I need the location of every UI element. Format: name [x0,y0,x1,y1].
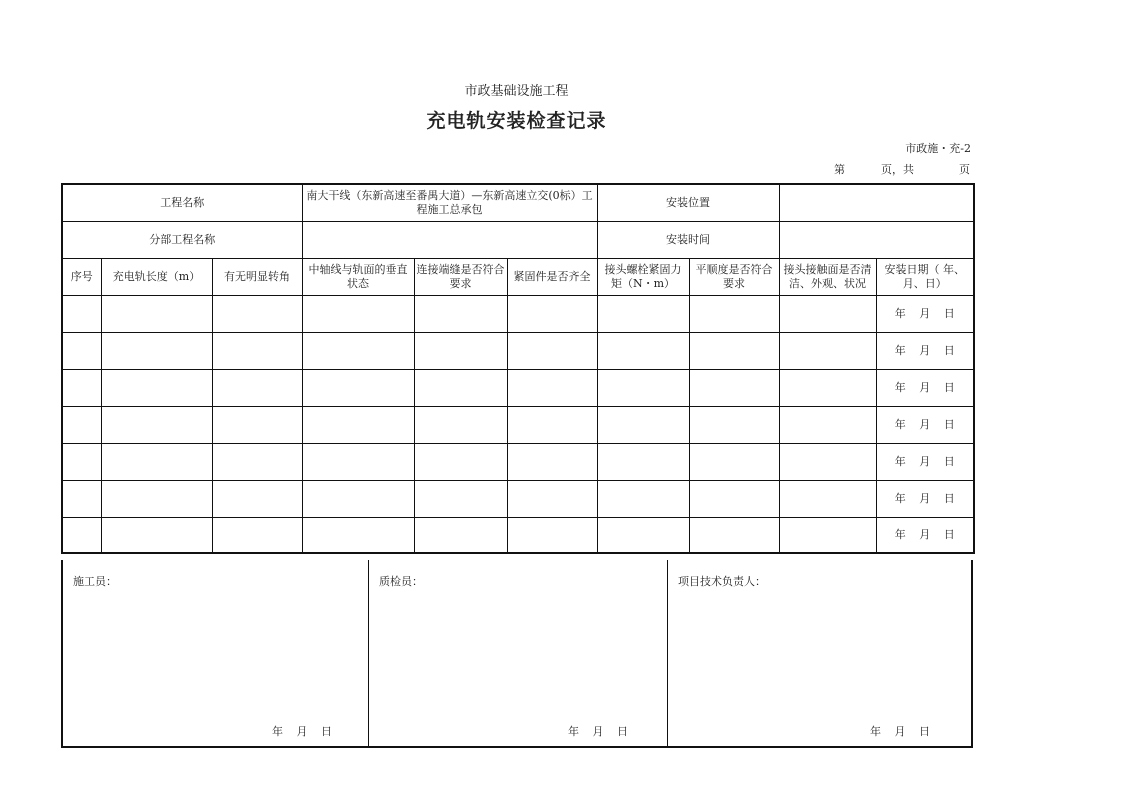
form-title: 充电轨安装检查记录 [426,110,607,132]
inspector-signature-box[interactable] [369,560,668,746]
cell-smoothness[interactable] [689,406,779,443]
cell-vertical-state[interactable] [302,443,414,480]
cell-rail-length[interactable] [101,443,212,480]
cell-install-date[interactable]: 年 月 日 [876,517,974,553]
cell-index[interactable] [62,332,101,369]
cell-corner[interactable] [212,480,302,517]
cell-bolt-torque[interactable] [597,517,689,553]
cell-bolt-torque[interactable] [597,369,689,406]
cell-corner[interactable] [212,332,302,369]
table-row [62,332,974,369]
inspector-date: 年 月 日 [568,725,628,738]
inspection-table [61,183,975,554]
cell-bolt-torque[interactable] [597,295,689,332]
cell-fasteners[interactable] [507,406,597,443]
cell-vertical-state[interactable] [302,332,414,369]
cell-smoothness[interactable] [689,295,779,332]
cell-joint-gap[interactable] [414,369,507,406]
cell-contact-surface[interactable] [779,295,876,332]
form-code: 市政施・充-2 [905,142,971,155]
sub-project-label: 分部工程名称 [62,221,302,258]
cell-corner[interactable] [212,369,302,406]
tech-lead-label: 项目技术负责人： [678,575,766,588]
cell-contact-surface[interactable] [779,517,876,553]
cell-contact-surface[interactable] [779,406,876,443]
cell-install-date[interactable]: 年 月 日 [876,369,974,406]
cell-fasteners[interactable] [507,332,597,369]
table-row [62,406,974,443]
cell-smoothness[interactable] [689,332,779,369]
cell-index[interactable] [62,406,101,443]
project-name-value: 南大干线（东新高速至番禺大道）—东新高速立交(0标）工程施工总承包 [302,184,597,221]
cell-contact-surface[interactable] [779,332,876,369]
builder-date: 年 月 日 [272,725,332,738]
cell-contact-surface[interactable] [779,443,876,480]
pager-ye-gong: 页，共 [881,163,914,176]
install-location-value[interactable] [779,184,974,221]
col-header-bolt-torque: 接头螺栓紧固力矩（N・m） [597,258,689,295]
col-header-contact-surface: 接头接触面是否清洁、外观、状况 [779,258,876,295]
cell-index[interactable] [62,369,101,406]
cell-bolt-torque[interactable] [597,443,689,480]
cell-bolt-torque[interactable] [597,406,689,443]
cell-install-date[interactable]: 年 月 日 [876,332,974,369]
cell-smoothness[interactable] [689,517,779,553]
signature-section [61,560,973,748]
cell-smoothness[interactable] [689,480,779,517]
table-row [62,517,974,553]
cell-vertical-state[interactable] [302,406,414,443]
cell-joint-gap[interactable] [414,406,507,443]
cell-rail-length[interactable] [101,369,212,406]
cell-fasteners[interactable] [507,480,597,517]
cell-contact-surface[interactable] [779,369,876,406]
tech-lead-date: 年 月 日 [870,725,930,738]
cell-install-date[interactable]: 年 月 日 [876,295,974,332]
col-header-joint-gap: 连接端缝是否符合要求 [414,258,507,295]
inspector-label: 质检员： [379,575,423,588]
cell-index[interactable] [62,443,101,480]
cell-corner[interactable] [212,406,302,443]
cell-rail-length[interactable] [101,332,212,369]
cell-index[interactable] [62,480,101,517]
col-header-rail-length: 充电轨长度（m） [101,258,212,295]
cell-joint-gap[interactable] [414,443,507,480]
pager-ye: 页 [959,163,970,176]
cell-fasteners[interactable] [507,443,597,480]
cell-rail-length[interactable] [101,480,212,517]
form-subtitle: 市政基础设施工程 [464,84,569,99]
table-row [62,443,974,480]
cell-rail-length[interactable] [101,295,212,332]
cell-joint-gap[interactable] [414,480,507,517]
cell-vertical-state[interactable] [302,480,414,517]
cell-vertical-state[interactable] [302,295,414,332]
col-header-smoothness: 平顺度是否符合要求 [689,258,779,295]
cell-smoothness[interactable] [689,443,779,480]
cell-corner[interactable] [212,295,302,332]
cell-install-date[interactable]: 年 月 日 [876,480,974,517]
pager-di: 第 [834,163,845,176]
cell-fasteners[interactable] [507,295,597,332]
table-row [62,295,974,332]
cell-smoothness[interactable] [689,369,779,406]
column-header-row [62,258,974,295]
cell-joint-gap[interactable] [414,517,507,553]
cell-fasteners[interactable] [507,369,597,406]
project-name-row [62,184,974,221]
tech-lead-signature-box[interactable] [668,560,971,746]
project-name-label: 工程名称 [62,184,302,221]
cell-vertical-state[interactable] [302,369,414,406]
col-header-index: 序号 [62,258,101,295]
cell-bolt-torque[interactable] [597,480,689,517]
sub-project-value[interactable] [302,221,597,258]
install-time-label: 安装时间 [597,221,779,258]
cell-corner[interactable] [212,443,302,480]
cell-contact-surface[interactable] [779,480,876,517]
cell-fasteners[interactable] [507,517,597,553]
cell-index[interactable] [62,295,101,332]
builder-label: 施工员： [73,575,117,588]
cell-index[interactable] [62,517,101,553]
builder-signature-box[interactable] [63,560,369,746]
col-header-vertical-state: 中轴线与轨面的垂直状态 [302,258,414,295]
col-header-fasteners: 紧固件是否齐全 [507,258,597,295]
cell-joint-gap[interactable] [414,332,507,369]
cell-rail-length[interactable] [101,406,212,443]
install-time-value[interactable] [779,221,974,258]
col-header-install-date: 安装日期（ 年、月、日） [876,258,974,295]
cell-install-date[interactable]: 年 月 日 [876,443,974,480]
cell-corner[interactable] [212,517,302,553]
install-location-label: 安装位置 [597,184,779,221]
cell-vertical-state[interactable] [302,517,414,553]
cell-joint-gap[interactable] [414,295,507,332]
col-header-corner: 有无明显转角 [212,258,302,295]
table-row [62,480,974,517]
cell-rail-length[interactable] [101,517,212,553]
cell-bolt-torque[interactable] [597,332,689,369]
cell-install-date[interactable]: 年 月 日 [876,406,974,443]
table-row [62,369,974,406]
sub-project-row [62,221,974,258]
